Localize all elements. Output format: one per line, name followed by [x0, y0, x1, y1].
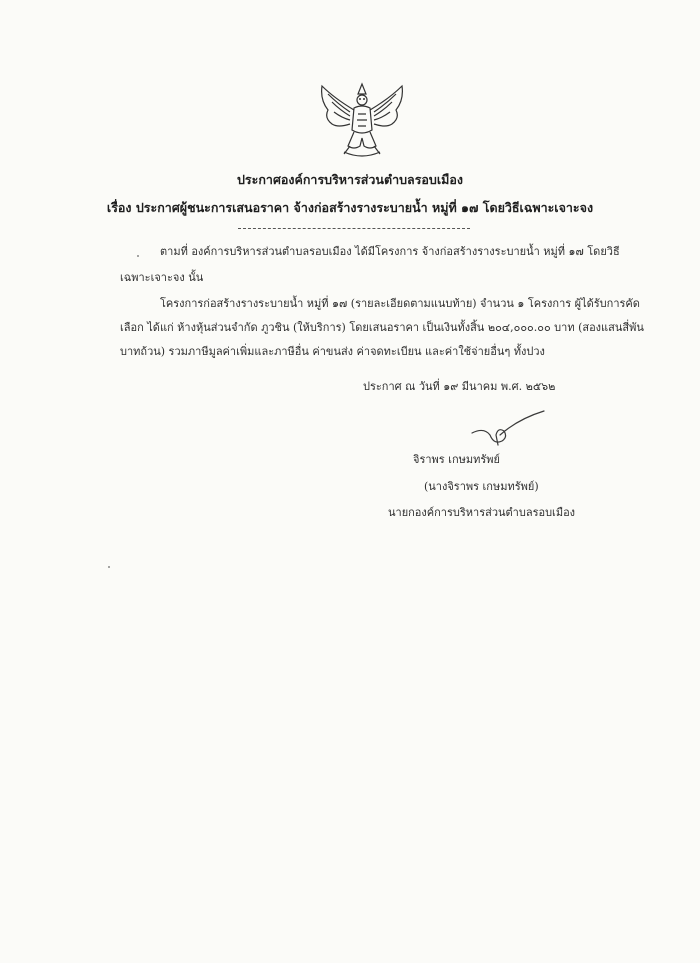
paragraph-2-line-2: เลือก ได้แก่ ห้างหุ้นส่วนจำกัด ภูวชิน (ให้บริการ) โดยเสนอราคา เป็นเงินทั้งสิ้น ๒๐๔,๐๐๐.๐๐ บาท (สองแสนสี่พัน: [120, 321, 644, 334]
paragraph-2-line-1: โครงการก่อสร้างรางระบายน้ำ หมู่ที่ ๑๗ (รายละเอียดตามแนบท้าย) จำนวน ๑ โครงการ ผู้ได้รับการคัด: [160, 297, 640, 310]
paragraph-1-line-1: ตามที่ องค์การบริหารส่วนตำบลรอบเมือง ได้มีโครงการ จ้างก่อสร้างรางระบายน้ำ หมู่ที่ ๑๗ โดยวิธี: [160, 245, 620, 258]
paragraph-2-line-3: บาทถ้วน) รวมภาษีมูลค่าเพิ่มและภาษีอื่น ค่าขนส่ง ค่าจดทะเบียน และค่าใช้จ่ายอื่นๆ ทั้งปวง: [120, 345, 545, 358]
announcement-organization-title: ประกาศองค์การบริหารส่วนตำบลรอบเมือง: [237, 172, 463, 187]
divider: [238, 228, 470, 229]
garuda-emblem-icon: [314, 80, 410, 164]
signature-name: จิราพร เกษมทรัพย์: [413, 453, 500, 466]
announcement-date: ประกาศ ณ วันที่ ๑๙ มีนาคม พ.ศ. ๒๕๖๒: [363, 380, 556, 393]
signer-full-name: (นางจิราพร เกษมทรัพย์): [424, 480, 539, 493]
scan-speck: [137, 255, 139, 257]
scan-speck: [108, 566, 110, 568]
announcement-subject: เรื่อง ประกาศผู้ชนะการเสนอราคา จ้างก่อสร้างรางระบายน้ำ หมู่ที่ ๑๗ โดยวิธีเฉพาะเจาะจง: [106, 200, 594, 215]
signer-position: นายกองค์การบริหารส่วนตำบลรอบเมือง: [388, 506, 576, 519]
paragraph-1-line-2: เฉพาะเจาะจง นั้น: [120, 271, 204, 284]
handwritten-signature: [468, 405, 548, 449]
